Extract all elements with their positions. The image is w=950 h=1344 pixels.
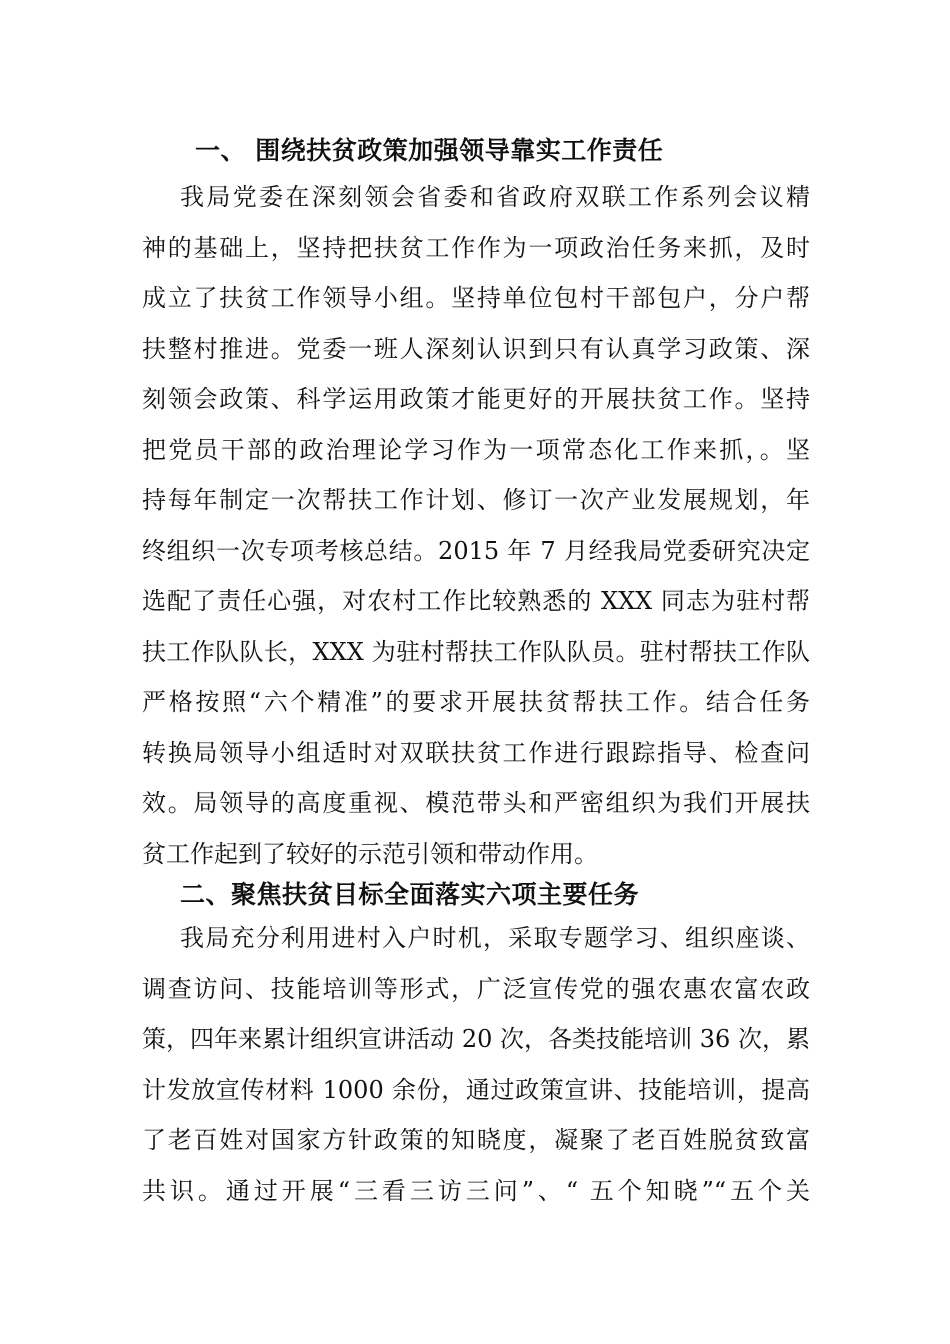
- paragraph-line: 计发放宣传材料 1000 余份，通过政策宣讲、技能培训，提高: [142, 1075, 810, 1104]
- paragraph-line: 了老百姓对国家方针政策的知晓度，凝聚了老百姓脱贫致富: [142, 1126, 810, 1154]
- section-heading-2: 二、聚焦扶贫目标全面落实六项主要任务: [180, 880, 640, 909]
- section-heading-1: 一、 围绕扶贫政策加强领导靠实工作责任: [195, 136, 664, 165]
- paragraph-line: 效。局领导的高度重视、模范带头和严密组织为我们开展扶: [142, 789, 810, 817]
- paragraph-line: 成立了扶贫工作领导小组。坚持单位包村干部包户，分户帮: [142, 284, 810, 312]
- paragraph-line: 调查访问、技能培训等形式，广泛宣传党的强农惠农富农政: [142, 974, 810, 1003]
- paragraph-line: 我局充分利用进村入户时机，采取专题学习、组织座谈、: [180, 924, 810, 952]
- paragraph-line: 选配了责任心强，对农村工作比较熟悉的 XXX 同志为驻村帮: [142, 587, 810, 615]
- section-paragraph-1: [142, 172, 810, 879]
- paragraph-line: 持每年制定一次帮扶工作计划、修订一次产业发展规划，年: [142, 486, 810, 514]
- paragraph-line: 神的基础上，坚持把扶贫工作作为一项政治任务来抓，及时: [142, 233, 810, 262]
- paragraph-line: 我局党委在深刻领会省委和省政府双联工作系列会议精: [180, 183, 810, 211]
- paragraph-line: 扶整村推进。党委一班人深刻认识到只有认真学习政策、深: [142, 334, 810, 363]
- paragraph-line: 策，四年来累计组织宣讲活动 20 次，各类技能培训 36 次，累: [142, 1025, 810, 1053]
- paragraph-line: 贫工作起到了较好的示范引领和带动作用。: [142, 839, 598, 868]
- section-paragraph-2: [142, 913, 810, 1216]
- paragraph-line: 终组织一次专项考核总结。2015 年 7 月经我局党委研究决定: [142, 536, 810, 565]
- paragraph-line: 刻领会政策、科学运用政策才能更好的开展扶贫工作。坚持: [142, 385, 810, 413]
- paragraph-line: 转换局领导小组适时对双联扶贫工作进行跟踪指导、检查问: [142, 738, 810, 767]
- paragraph-line: 扶工作队队长，XXX 为驻村帮扶工作队队员。驻村帮扶工作队: [142, 637, 810, 666]
- paragraph-line: 把党员干部的政治理论学习作为一项常态化工作来抓，。坚: [142, 435, 810, 464]
- paragraph-line: 严格按照“六个精准”的要求开展扶贫帮扶工作。结合任务: [142, 688, 810, 716]
- paragraph-line: 共识。通过开展“三看三访三问”、“ 五个知晓”“五个关: [142, 1176, 810, 1205]
